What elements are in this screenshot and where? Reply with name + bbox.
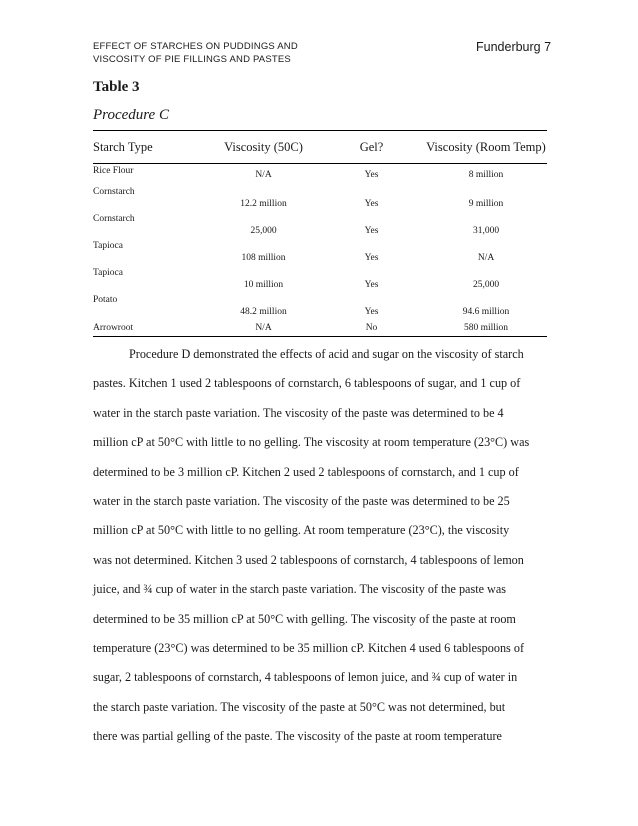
cell-starch-type: Rice Flour <box>93 166 134 176</box>
table-row <box>93 164 547 186</box>
cell-viscosity-50c: 25,000 <box>250 226 277 236</box>
cell-starch-type: Cornstarch <box>93 187 135 197</box>
paragraph-line: was not determined. Kitchen 3 used 2 tablespoons of cornstarch, 4 tablespoons of lemon <box>93 552 524 567</box>
column-header-viscosity-room-temp: Viscosity (Room Temp) <box>425 131 547 164</box>
table-row <box>93 293 547 320</box>
paragraph-line: million cP at 50°C with little to no gelling. The viscosity at room temperature (23°C) was <box>93 435 530 450</box>
cell-viscosity-room-temp: 580 million <box>425 320 547 337</box>
paragraph-line: water in the starch paste variation. The viscosity of the paste was determined to be 4 <box>93 405 504 420</box>
paragraph-line: the starch paste variation. The viscosity of the paste at 50°C was not determined, but <box>93 699 506 714</box>
running-head-line-1: EFFECT OF STARCHES ON PUDDINGS AND <box>93 41 298 52</box>
paragraph-line: Procedure D demonstrated the effects of acid and sugar on the viscosity of starch <box>129 347 524 361</box>
paragraph-line: determined to be 35 million cP at 50°C with gelling. The viscosity of the paste at room <box>93 611 516 626</box>
cell-starch-type: Tapioca <box>93 268 123 278</box>
cell-gel: Yes <box>364 280 379 290</box>
paragraph-line: million cP at 50°C with little to no gelling. At room temperature (23°C), the viscosity <box>93 523 510 538</box>
cell-starch-type: Tapioca <box>93 241 123 251</box>
cell-gel: Yes <box>364 253 379 263</box>
paragraph-line: sugar, 2 tablespoons of cornstarch, 4 tablespoons of lemon juice, and ¾ cup of water in <box>93 670 518 685</box>
running-head <box>93 40 298 66</box>
cell-gel: Yes <box>364 169 379 180</box>
body-paragraph <box>93 340 553 752</box>
table-header-row <box>93 131 547 164</box>
cell-gel: Yes <box>364 307 379 317</box>
cell-starch-type: Arrowroot <box>93 320 209 337</box>
running-head-line-2: VISCOSITY OF PIE FILLINGS AND PASTES <box>93 54 291 65</box>
column-header-gel: Gel? <box>318 131 425 164</box>
table-row <box>93 320 547 337</box>
paragraph-line: water in the starch paste variation. The viscosity of the paste was determined to be 25 <box>93 494 510 509</box>
page-number-label: Funderburg 7 <box>476 40 552 54</box>
cell-viscosity-room-temp: 8 million <box>468 169 504 180</box>
cell-viscosity-50c: 108 million <box>241 253 286 263</box>
cell-viscosity-50c: N/A <box>255 169 272 180</box>
cell-viscosity-50c: 12.2 million <box>240 199 287 209</box>
table-number: Table 3 <box>93 79 140 95</box>
cell-viscosity-room-temp: N/A <box>477 253 495 263</box>
paragraph-line: juice, and ¾ cup of water in the starch paste variation. The viscosity of the paste was <box>93 582 507 597</box>
column-header-starch-type: Starch Type <box>93 131 209 164</box>
cell-viscosity-room-temp: 94.6 million <box>462 307 510 317</box>
table-row <box>93 212 547 239</box>
results-table <box>93 130 547 337</box>
cell-viscosity-50c: 48.2 million <box>240 307 287 317</box>
table-caption: Procedure C <box>93 107 169 123</box>
paragraph-line: temperature (23°C) was determined to be 35 million cP. Kitchen 4 used 6 tablespoons of <box>93 641 525 656</box>
paragraph-line: pastes. Kitchen 1 used 2 tablespoons of cornstarch, 6 tablespoons of sugar, and 1 cup of <box>93 376 521 391</box>
paragraph-line: there was partial gelling of the paste. The viscosity of the paste at room temperature <box>93 729 502 744</box>
table-row <box>93 266 547 293</box>
cell-viscosity-room-temp: 31,000 <box>472 226 500 236</box>
cell-starch-type: Potato <box>93 295 118 305</box>
cell-starch-type: Cornstarch <box>93 214 135 224</box>
cell-gel: Yes <box>364 226 379 236</box>
cell-viscosity-50c: N/A <box>209 320 318 337</box>
column-header-viscosity-50c: Viscosity (50C) <box>209 131 318 164</box>
cell-gel: Yes <box>364 199 379 209</box>
table-row <box>93 239 547 266</box>
cell-viscosity-50c: 10 million <box>243 280 284 290</box>
table-row <box>93 185 547 212</box>
paragraph-line: determined to be 3 million cP. Kitchen 2 used 2 tablespoons of cornstarch, and 1 cup of <box>93 464 519 479</box>
cell-viscosity-room-temp: 25,000 <box>472 280 500 290</box>
cell-gel: No <box>318 320 425 337</box>
cell-viscosity-room-temp: 9 million <box>468 199 504 209</box>
